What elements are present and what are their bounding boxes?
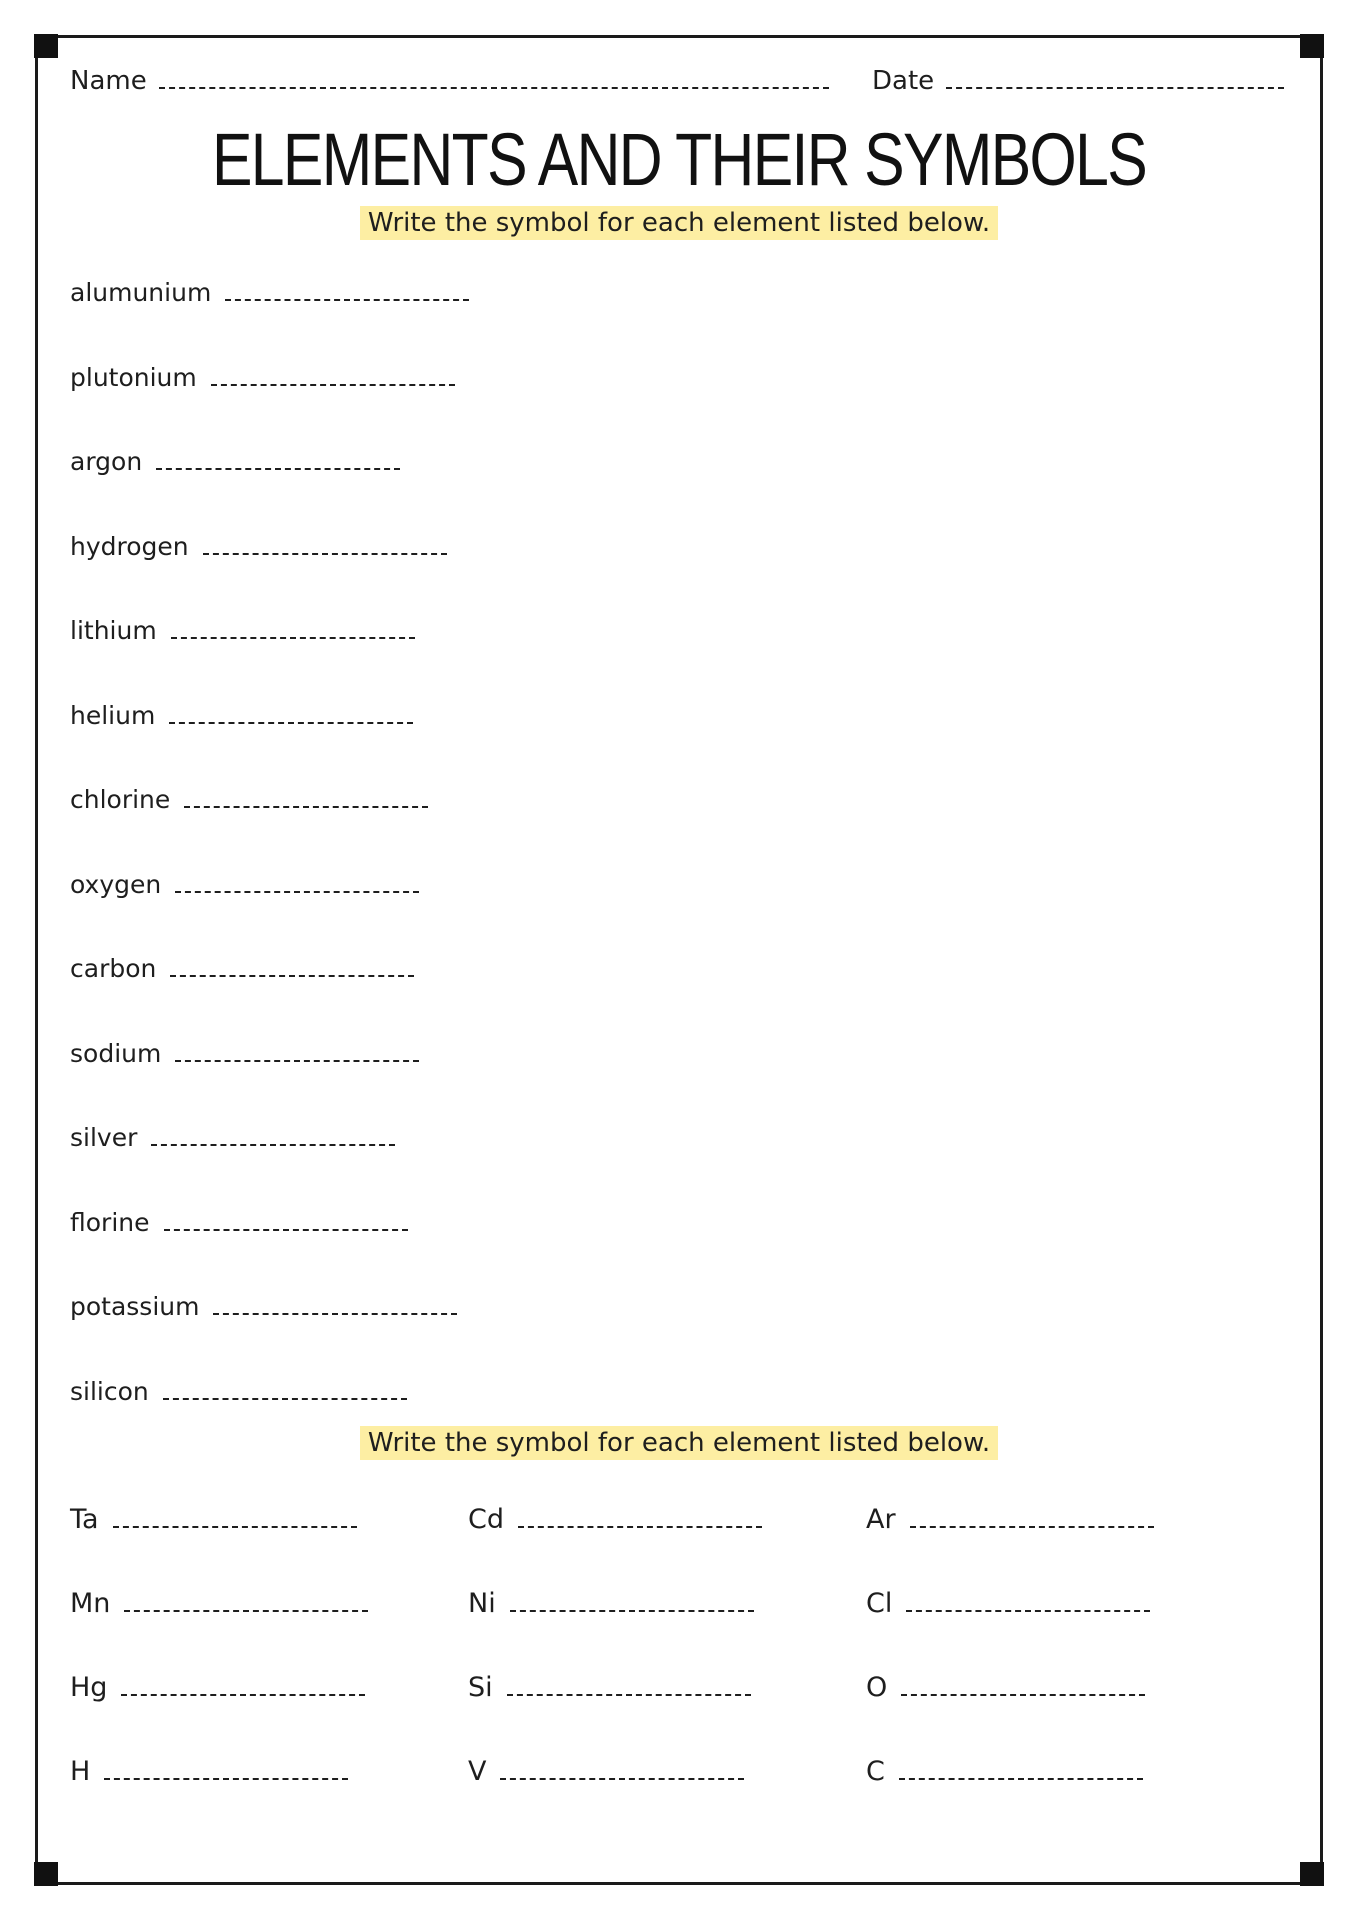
name-blank[interactable]: [159, 71, 829, 89]
answer-blank[interactable]: [901, 1680, 1145, 1696]
element-name: chlorine: [70, 785, 171, 814]
element-name: argon: [70, 447, 143, 476]
element-name: lithium: [70, 616, 157, 645]
element-row: [70, 1123, 395, 1152]
answer-blank[interactable]: [151, 1130, 395, 1146]
element-row: [70, 1292, 457, 1321]
answer-blank[interactable]: [510, 1596, 754, 1612]
answer-blank[interactable]: [906, 1596, 1150, 1612]
element-row: [70, 1039, 419, 1068]
name-field: [70, 66, 829, 96]
answer-blank[interactable]: [175, 1046, 419, 1062]
instruction-2-text: Write the symbol for each element listed below.: [360, 1426, 998, 1460]
element-name: carbon: [70, 954, 157, 983]
answer-blank[interactable]: [507, 1680, 751, 1696]
element-row: [70, 701, 413, 730]
symbol-label: O: [866, 1672, 888, 1703]
answer-blank[interactable]: [156, 454, 400, 470]
element-row: [70, 785, 428, 814]
element-name: silicon: [70, 1376, 149, 1406]
symbol-label: Cl: [866, 1588, 893, 1619]
element-name: alumunium: [70, 278, 212, 307]
symbol-label: V: [468, 1756, 487, 1787]
answer-blank[interactable]: [164, 1215, 408, 1231]
date-field: [872, 66, 1284, 96]
answer-blank[interactable]: [163, 1384, 407, 1400]
instruction-1-text: Write the symbol for each element listed below.: [360, 206, 998, 240]
symbol-label: Hg: [70, 1672, 108, 1703]
element-row: [70, 278, 469, 307]
element-row: [70, 447, 400, 476]
symbol-item: [468, 1504, 762, 1535]
instruction-1: [0, 208, 1358, 238]
symbol-item: [866, 1672, 1145, 1703]
symbol-label: H: [70, 1756, 91, 1787]
answer-blank[interactable]: [211, 370, 455, 386]
answer-blank[interactable]: [500, 1764, 744, 1780]
element-row: [70, 1377, 407, 1406]
symbol-item: [866, 1756, 1143, 1787]
answer-blank[interactable]: [170, 961, 414, 977]
page-title: ELEMENTS AND THEIR SYMBOLS: [211, 118, 1147, 201]
date-blank[interactable]: [946, 71, 1284, 89]
symbol-label: Ta: [70, 1504, 99, 1535]
answer-blank[interactable]: [910, 1512, 1154, 1528]
answer-blank[interactable]: [104, 1764, 348, 1780]
element-row: [70, 954, 414, 983]
date-label: Date: [872, 66, 935, 96]
answer-blank[interactable]: [899, 1764, 1143, 1780]
element-row: [70, 532, 447, 561]
answer-blank[interactable]: [175, 877, 419, 893]
symbol-item: [468, 1756, 744, 1787]
symbol-label: Ar: [866, 1504, 896, 1535]
instruction-2: [0, 1428, 1358, 1458]
symbol-item: [70, 1756, 348, 1787]
corner-mark-bottom-right: [1300, 1862, 1324, 1886]
symbol-item: [468, 1672, 751, 1703]
answer-blank[interactable]: [121, 1680, 365, 1696]
element-name: hydrogen: [70, 531, 189, 561]
element-name: sodium: [70, 1038, 162, 1068]
symbol-label: C: [866, 1756, 885, 1787]
symbol-item: [866, 1504, 1154, 1535]
element-name: potassium: [70, 1292, 200, 1321]
symbol-item: [70, 1504, 357, 1535]
corner-mark-top-right: [1300, 34, 1324, 58]
element-name: florine: [70, 1207, 150, 1237]
answer-blank[interactable]: [184, 792, 428, 808]
symbol-label: Mn: [70, 1588, 111, 1619]
answer-blank[interactable]: [169, 708, 413, 724]
symbol-item: [70, 1672, 365, 1703]
element-row: [70, 1208, 408, 1237]
element-row: [70, 363, 455, 392]
answer-blank[interactable]: [518, 1512, 762, 1528]
corner-mark-bottom-left: [34, 1862, 58, 1886]
symbol-label: Cd: [468, 1504, 504, 1535]
element-row: [70, 870, 419, 899]
symbol-item: [866, 1588, 1150, 1619]
element-name: silver: [70, 1123, 138, 1152]
element-name: helium: [70, 700, 156, 730]
answer-blank[interactable]: [213, 1299, 457, 1315]
name-label: Name: [70, 66, 147, 96]
answer-blank[interactable]: [203, 539, 447, 555]
symbol-item: [468, 1588, 754, 1619]
answer-blank[interactable]: [225, 285, 469, 301]
element-name: plutonium: [70, 362, 197, 392]
symbol-item: [70, 1588, 368, 1619]
element-row: [70, 616, 415, 645]
answer-blank[interactable]: [171, 623, 415, 639]
corner-mark-top-left: [34, 34, 58, 58]
element-name: oxygen: [70, 869, 162, 899]
answer-blank[interactable]: [124, 1596, 368, 1612]
symbol-label: Ni: [468, 1588, 496, 1619]
symbol-label: Si: [468, 1672, 493, 1703]
answer-blank[interactable]: [113, 1512, 357, 1528]
